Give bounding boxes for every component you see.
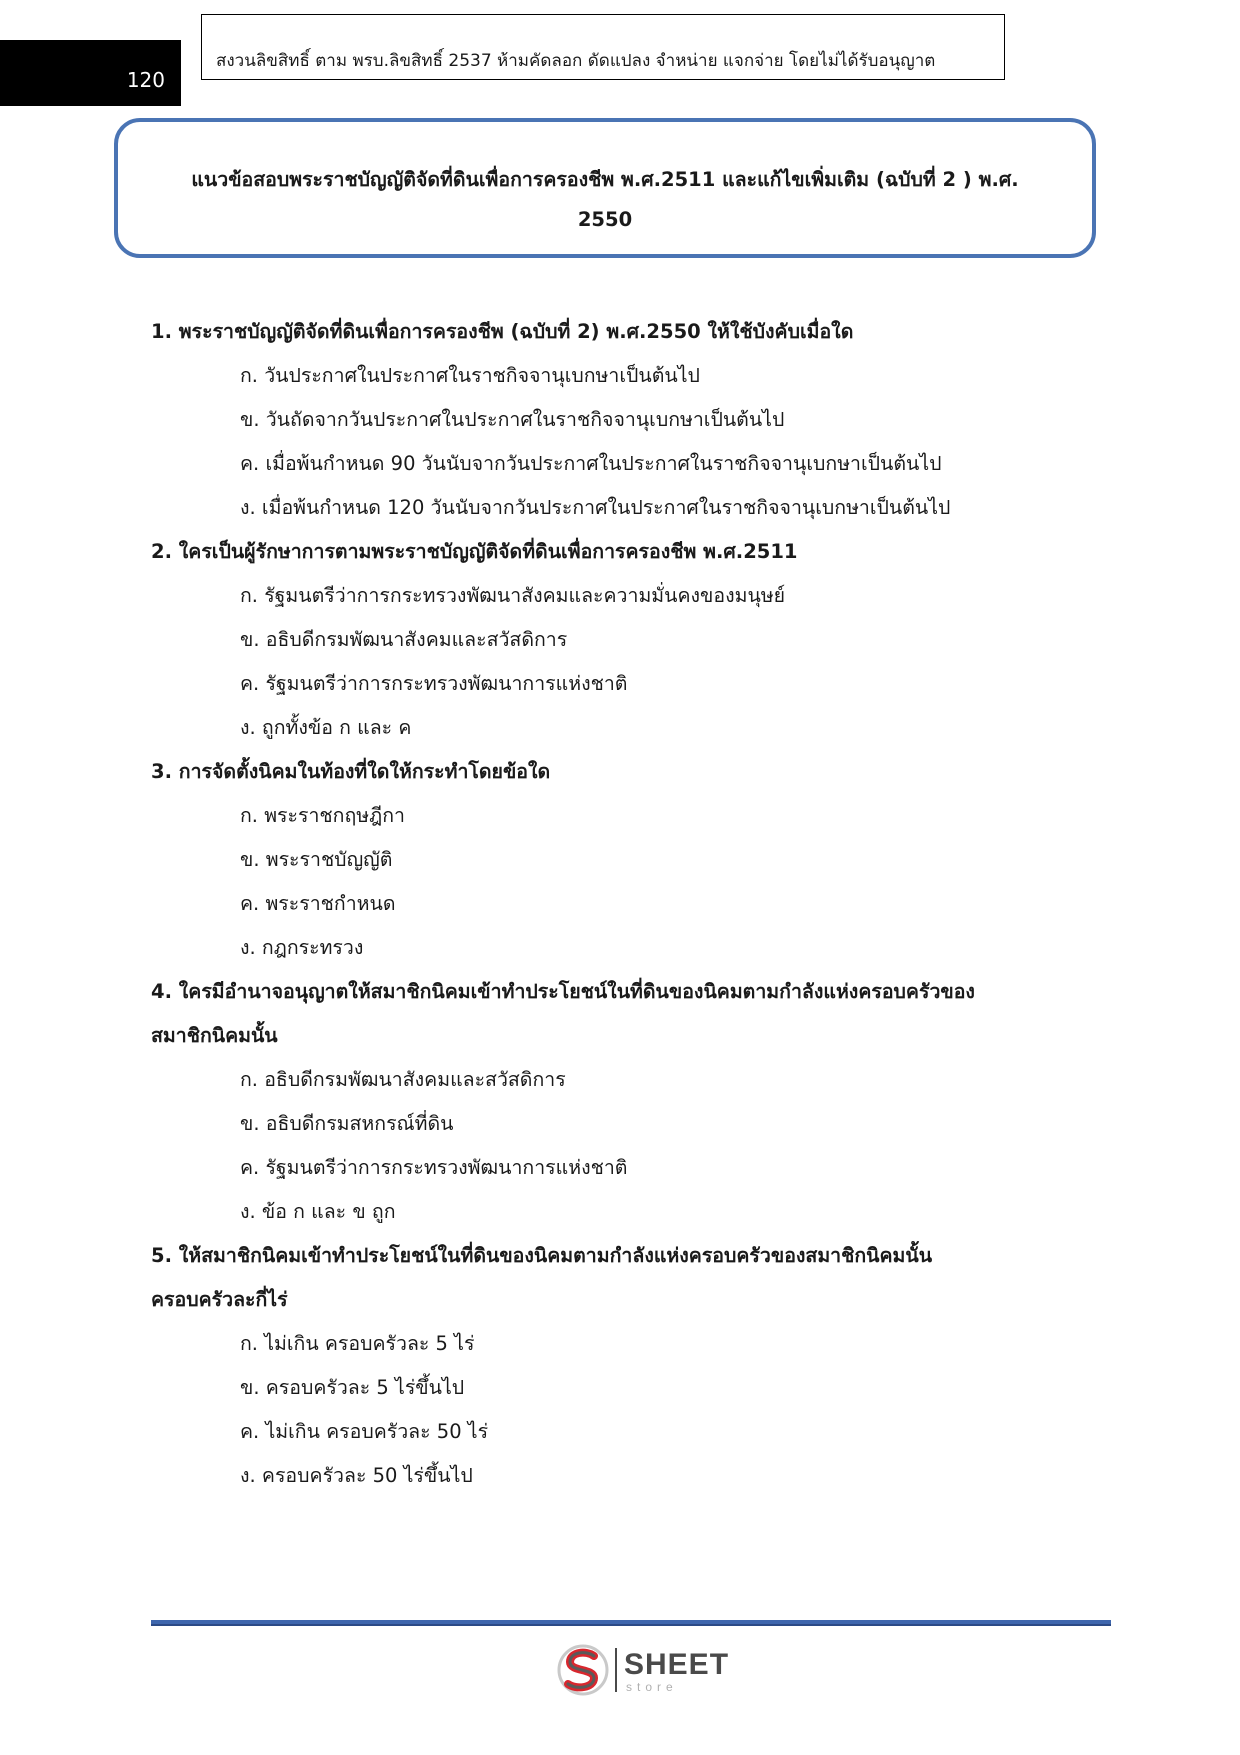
question-1: 1. พระราชบัญญัติจัดที่ดินเพื่อการครองชีพ (ฉบับที่ 2) พ.ศ.2550 ให้ใช้บังคับเมื่อใด bbox=[151, 320, 854, 343]
logo-name: SHEET bbox=[624, 1648, 730, 1681]
choice-5-b: ข. ครอบครัวละ 5 ไร่ขึ้นไป bbox=[240, 1376, 465, 1399]
choice-5-c: ค. ไม่เกิน ครอบครัวละ 50 ไร่ bbox=[240, 1420, 489, 1443]
copyright-notice: สงวนลิขสิทธิ์ ตาม พรบ.ลิขสิทธิ์ 2537 ห้ามคัดลอก ดัดแปลง จำหน่าย แจกจ่าย โดยไม่ได้รับอนุญาต bbox=[216, 51, 936, 71]
choice-1-d: ง. เมื่อพ้นกำหนด 120 วันนับจากวันประกาศในประกาศในราชกิจจานุเบกษาเป็นต้นไป bbox=[240, 496, 951, 519]
choice-1-a: ก. วันประกาศในประกาศในราชกิจจานุเบกษาเป็นต้นไป bbox=[240, 364, 700, 387]
choice-5-d: ง. ครอบครัวละ 50 ไร่ขึ้นไป bbox=[240, 1464, 473, 1487]
choice-4-a: ก. อธิบดีกรมพัฒนาสังคมและสวัสดิการ bbox=[240, 1068, 566, 1091]
choice-2-d: ง. ถูกทั้งข้อ ก และ ค bbox=[240, 716, 412, 739]
logo-separator bbox=[615, 1648, 617, 1692]
sheet-store-s-logo-icon bbox=[556, 1642, 610, 1698]
choice-3-c: ค. พระราชกำหนด bbox=[240, 892, 396, 915]
footer-rule bbox=[151, 1620, 1111, 1626]
question-4-cont: สมาชิกนิคมนั้น bbox=[151, 1024, 278, 1047]
choice-2-a: ก. รัฐมนตรีว่าการกระทรวงพัฒนาสังคมและความมั่นคงของมนุษย์ bbox=[240, 584, 786, 607]
title-line-1: แนวข้อสอบพระราชบัญญัติจัดที่ดินเพื่อการครองชีพ พ.ศ.2511 และแก้ไขเพิ่มเติม (ฉบับที่ 2 ) พ.ศ. bbox=[191, 168, 1019, 191]
choice-1-c: ค. เมื่อพ้นกำหนด 90 วันนับจากวันประกาศในประกาศในราชกิจจานุเบกษาเป็นต้นไป bbox=[240, 452, 942, 475]
logo-subtitle: store bbox=[626, 1680, 678, 1694]
page-number-box bbox=[0, 40, 181, 106]
choice-3-d: ง. กฎกระทรวง bbox=[240, 936, 364, 959]
choice-5-a: ก. ไม่เกิน ครอบครัวละ 5 ไร่ bbox=[240, 1332, 475, 1355]
choice-2-b: ข. อธิบดีกรมพัฒนาสังคมและสวัสดิการ bbox=[240, 628, 568, 651]
choice-4-b: ข. อธิบดีกรมสหกรณ์ที่ดิน bbox=[240, 1112, 454, 1135]
choice-2-c: ค. รัฐมนตรีว่าการกระทรวงพัฒนาการแห่งชาติ bbox=[240, 672, 628, 695]
copyright-notice-box bbox=[201, 14, 1005, 80]
question-4: 4. ใครมีอำนาจอนุญาตให้สมาชิกนิคมเข้าทำประโยชน์ในที่ดินของนิคมตามกำลังแห่งครอบครัวของ bbox=[151, 980, 975, 1003]
choice-3-a: ก. พระราชกฤษฎีกา bbox=[240, 804, 405, 827]
title-line-2: 2550 bbox=[577, 208, 633, 231]
question-3: 3. การจัดตั้งนิคมในท้องที่ใดให้กระทำโดยข้อใด bbox=[151, 760, 551, 783]
choice-3-b: ข. พระราชบัญญัติ bbox=[240, 848, 393, 871]
question-2: 2. ใครเป็นผู้รักษาการตามพระราชบัญญัติจัดที่ดินเพื่อการครองชีพ พ.ศ.2511 bbox=[151, 540, 798, 563]
choice-4-c: ค. รัฐมนตรีว่าการกระทรวงพัฒนาการแห่งชาติ bbox=[240, 1156, 628, 1179]
choice-4-d: ง. ข้อ ก และ ข ถูก bbox=[240, 1200, 396, 1223]
title-box bbox=[114, 118, 1096, 258]
question-5: 5. ให้สมาชิกนิคมเข้าทำประโยชน์ในที่ดินของนิคมตามกำลังแห่งครอบครัวของสมาชิกนิคมนั้น bbox=[151, 1244, 933, 1267]
choice-1-b: ข. วันถัดจากวันประกาศในประกาศในราชกิจจานุเบกษาเป็นต้นไป bbox=[240, 408, 785, 431]
question-5-cont: ครอบครัวละกี่ไร่ bbox=[151, 1288, 288, 1311]
page-number: 120 bbox=[126, 68, 165, 92]
sheet-store-logo bbox=[556, 1640, 730, 1700]
